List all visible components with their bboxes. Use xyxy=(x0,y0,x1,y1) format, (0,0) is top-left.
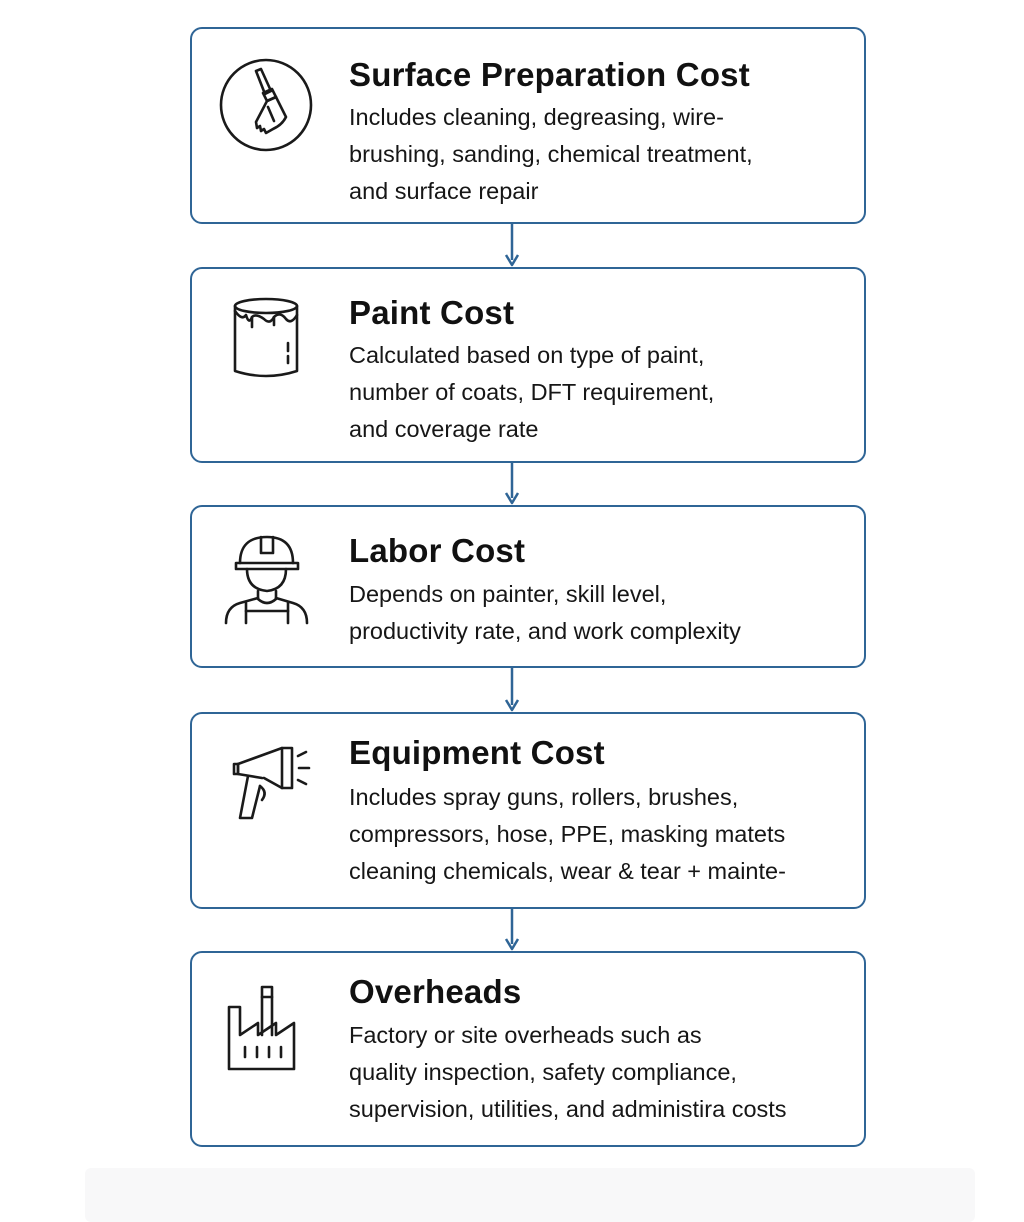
description-line: number of coats, DFT requirement, xyxy=(349,379,715,405)
card-surface-preparation xyxy=(190,27,866,224)
spray-gun-icon xyxy=(216,734,316,834)
description-line: Depends on painter, skill level, xyxy=(349,581,667,607)
card-overheads xyxy=(190,951,866,1147)
description-line: compressors, hose, PPE, masking matets xyxy=(349,821,786,847)
card-equipment-cost xyxy=(190,712,866,909)
card-description xyxy=(349,99,849,210)
description-line: productivity rate, and work complexity xyxy=(349,618,741,644)
description-line: cleaning chemicals, wear & tear + mainte- xyxy=(349,858,786,884)
paint-can-icon xyxy=(216,291,316,391)
card-description xyxy=(349,337,849,448)
card-title: Paint Cost xyxy=(349,294,515,331)
card-title: Overheads xyxy=(349,973,522,1010)
description-line: Includes spray guns, rollers, brushes, xyxy=(349,784,739,810)
card-description xyxy=(349,779,849,890)
footer-shadow xyxy=(85,1168,975,1222)
description-line: supervision, utilities, and administira costs xyxy=(349,1096,787,1122)
description-line: quality inspection, safety compliance, xyxy=(349,1059,737,1085)
flow-arrow xyxy=(504,668,520,712)
card-paint-cost xyxy=(190,267,866,463)
card-title: Labor Cost xyxy=(349,532,526,569)
paintbrush-icon xyxy=(216,57,316,157)
factory-icon xyxy=(216,977,316,1077)
description-line: and surface repair xyxy=(349,178,539,204)
flow-arrow xyxy=(504,909,520,951)
description-line: and coverage rate xyxy=(349,416,539,442)
card-title: Equipment Cost xyxy=(349,734,605,771)
flow-arrow xyxy=(504,463,520,505)
worker-hardhat-icon xyxy=(216,527,316,627)
card-description xyxy=(349,576,849,650)
description-line: brushing, sanding, chemical treatment, xyxy=(349,141,753,167)
card-labor-cost xyxy=(190,505,866,668)
card-title: Surface Preparation Cost xyxy=(349,56,750,93)
flow-arrow xyxy=(504,224,520,267)
card-description xyxy=(349,1017,849,1128)
description-line: Factory or site overheads such as xyxy=(349,1022,702,1048)
description-line: Includes cleaning, degreasing, wire- xyxy=(349,104,724,130)
description-line: Calculated based on type of paint, xyxy=(349,342,705,368)
